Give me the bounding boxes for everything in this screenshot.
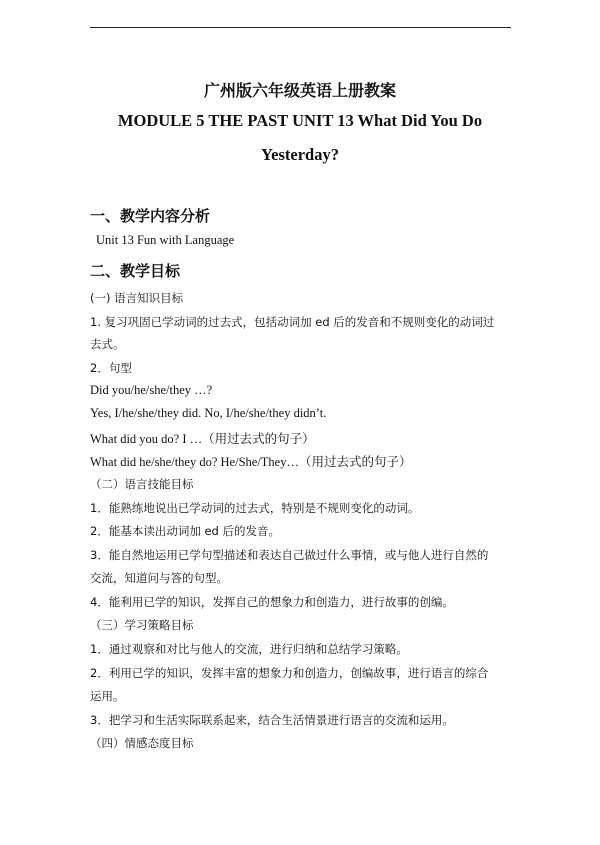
part2-item3-line1: 3．能自然地运用已学句型描述和表达自己做过什么事情，或与他人进行自然的	[90, 548, 489, 562]
part1-heading: (一) 语言知识目标	[90, 291, 184, 305]
document-title-en-line2: Yesterday?	[261, 145, 339, 164]
part3-item2-line2: 运用。	[90, 689, 125, 703]
part2-item3-line2: 交流，知道问与答的句型。	[90, 571, 228, 585]
part2-item1: 1．能熟练地说出已学动词的过去式，特别是不规则变化的动词。	[90, 501, 420, 515]
part2-heading: （二）语言技能目标	[90, 477, 194, 491]
part3-item2-line1: 2．利用已学的知识，发挥丰富的想象力和创造力，创编故事，进行语言的综合	[90, 666, 489, 680]
section1-body: Unit 13 Fun with Language	[96, 233, 235, 247]
part4-heading: （四）情感态度目标	[90, 736, 194, 750]
part3-item1: 1．通过观察和对比与他人的交流，进行归纳和总结学习策略。	[90, 642, 408, 656]
section2-heading: 二、教学目标	[90, 262, 181, 280]
pattern2: Yes, I/he/she/they did. No, I/he/she/they didn’t.	[90, 406, 327, 420]
header-rule	[90, 27, 511, 28]
document-title-cn: 广州版六年级英语上册教案	[203, 81, 396, 100]
part1-item1-line2: 去式。	[90, 337, 125, 351]
part1-item2: 2．句型	[90, 361, 132, 375]
document-title-en-line1: MODULE 5 THE PAST UNIT 13 What Did You Do	[117, 111, 483, 130]
pattern3: What did you do? I …（用过去式的句子）	[90, 432, 315, 446]
pattern4: What did he/she/they do? He/She/They…（用过去式的句子）	[90, 455, 412, 469]
part3-item3: 3．把学习和生活实际联系起来，结合生活情景进行语言的交流和运用。	[90, 713, 454, 727]
pattern1: Did you/he/she/they …?	[90, 383, 213, 397]
section1-heading: 一、教学内容分析	[90, 207, 211, 225]
part2-item2: 2．能基本读出动词加 ed 后的发音。	[90, 524, 281, 538]
part2-item4: 4．能利用已学的知识，发挥自己的想象力和创造力，进行故事的创编。	[90, 595, 454, 609]
part3-heading: （三）学习策略目标	[90, 618, 194, 632]
part1-item1-line1: 1. 复习巩固已学动词的过去式，包括动词加 ed 后的发音和不规则变化的动词过	[90, 315, 495, 329]
